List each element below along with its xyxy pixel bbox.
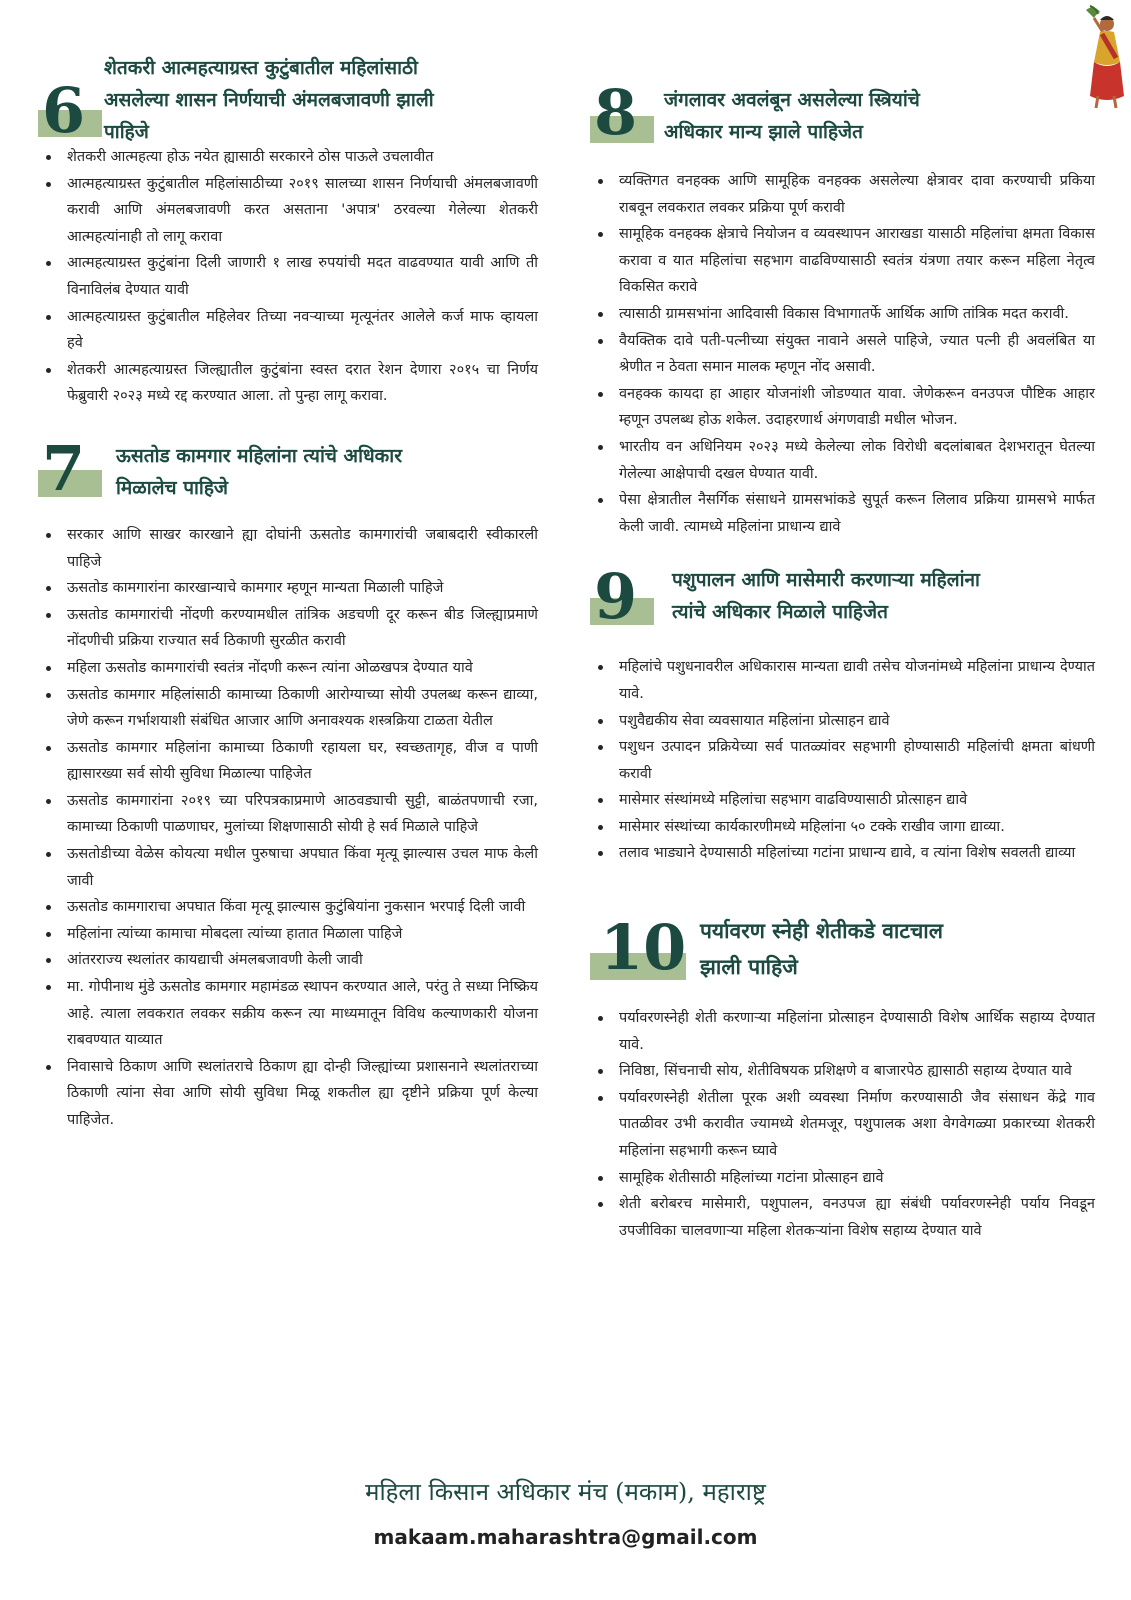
- list-item: महिलांना त्यांच्या कामाचा मोबदला त्यांच्या हातात मिळाला पाहिजे: [38, 921, 538, 948]
- section-10-list: [590, 1005, 1095, 1244]
- section-title: शेतकरी आत्महत्याग्रस्त कुटुंबातील महिलांसाठी असलेल्या शासन निर्णयाची अंमलबजावणी झाली पाहिजे: [104, 57, 434, 143]
- left-column: [38, 52, 538, 1134]
- organization-name: महिला किसान अधिकार मंच (मकाम), महाराष्ट्र: [365, 1478, 766, 1506]
- list-item: तलाव भाड्याने देण्यासाठी महिलांच्या गटांना प्राधान्य द्यावे, व त्यांना विशेष सवलती द्याव्या: [590, 840, 1095, 867]
- list-item: पर्यावरणस्नेही शेती करणाऱ्या महिलांना प्रोत्साहन देण्यासाठी विशेष आर्थिक सहाय्य देण्यात यावे.: [590, 1005, 1095, 1058]
- list-item: ऊसतोड कामगारांना २०१९ च्या परिपत्रकाप्रमाणे आठवड्याची सुट्टी, बाळंतपणाची रजा, कामाच्या ठिकाणी पाळणाघर, मुलांच्या शिक्षणासाठी सोयी हे सर्व मिळाले पाहिजे: [38, 788, 538, 841]
- list-item: शेती बरोबरच मासेमारी, पशुपालन, वनउपज ह्या संबंधी पर्यावरणस्नेही पर्याय निवडून उपजीविका चालवणाऱ्या महिला शेतकऱ्यांना विशेष सहाय्य देण्यात यावे: [590, 1191, 1095, 1244]
- list-item: महिलांचे पशुधनावरील अधिकारास मान्यता द्यावी तसेच योजनांमध्ये महिलांना प्राधान्य देण्यात यावे.: [590, 654, 1095, 707]
- section-number: 10: [600, 911, 687, 985]
- contact-email[interactable]: makaam.maharashtra@gmail.com: [373, 1525, 758, 1549]
- section-7: [38, 431, 538, 1134]
- list-item: सामूहिक शेतीसाठी महिलांच्या गटांना प्रोत्साहन द्यावे: [590, 1165, 1095, 1192]
- section-title: जंगलावर अवलंबून असलेल्या स्त्रियांचे अधिकार मान्य झाले पाहिजेत: [664, 89, 920, 143]
- list-item: वनहक्क कायदा हा आहार योजनांशी जोडण्यात यावा. जेणेकरून वनउपज पौष्टिक आहार म्हणून उपलब्ध होऊ शकेल. उदाहरणार्थ अंगणवाडी मधील भोजन.: [590, 381, 1095, 434]
- list-item: सरकार आणि साखर कारखाने ह्या दोघांनी ऊसतोड कामगारांची जबाबदारी स्वीकारली पाहिजे: [38, 522, 538, 575]
- list-item: पशुधन उत्पादन प्रक्रियेच्या सर्व पातळ्यांवर सहभागी होण्यासाठी महिलांची क्षमता बांधणी करावी: [590, 734, 1095, 787]
- section-7-header: [38, 431, 538, 522]
- section-number: 6: [42, 74, 86, 147]
- list-item: मासेमार संस्थांमध्ये महिलांचा सहभाग वाढविण्यासाठी प्रोत्साहन द्यावे: [590, 787, 1095, 814]
- section-number: 9: [594, 560, 638, 634]
- section-title: पर्यावरण स्नेही शेतीकडे वाटचाल झाली पाहिजे: [700, 918, 943, 980]
- section-9-header: [590, 560, 1095, 654]
- section-6-header: [38, 52, 538, 147]
- list-item: मा. गोपीनाथ मुंडे ऊसतोड कामगार महामंडळ स्थापन करण्यात आले, परंतु ते सध्या निष्क्रिय आहे. त्याला लवकरात लवकर सक्रीय करून त्या माध्यमातून विविध कल्याणकारी योजना राबवण्यात याव्यात: [38, 974, 538, 1054]
- section-10-header: [590, 909, 1095, 1005]
- section-9: [590, 560, 1095, 867]
- list-item: आत्महत्याग्रस्त कुटुंबातील महिलांसाठीच्या २०१९ सालच्या शासन निर्णयाची अंमलबजावणी करावी आणि अंमलबजावणी करत असताना 'अपात्र' ठरवल्या गेलेल्या शेतकरी आत्महत्यांनाही तो लागू करावा: [38, 171, 538, 251]
- list-item: ऊसतोड कामगारांना कारखान्याचे कामगार म्हणून मान्यता मिळाली पाहिजे: [38, 575, 538, 602]
- list-item: ऊसतोड कामगार महिलांना कामाच्या ठिकाणी रहायला घर, स्वच्छतागृह, वीज व पाणी ह्यासारख्या सर्व सोयी सुविधा मिळाल्या पाहिजेत: [38, 735, 538, 788]
- list-item: पेसा क्षेत्रातील नैसर्गिक संसाधने ग्रामसभांकडे सुपूर्त करून लिलाव प्रक्रिया ग्रामसभे मार्फत केली जावी. त्यामध्ये महिलांना प्राधान्य द्यावे: [590, 487, 1095, 540]
- list-item: महिला ऊसतोड कामगारांची स्वतंत्र नोंदणी करून त्यांना ओळखपत्र देण्यात यावे: [38, 655, 538, 682]
- list-item: भारतीय वन अधिनियम २०२३ मध्ये केलेल्या लोक विरोधी बदलांबाबत देशभरातून घेतल्या गेलेल्या आक्षेपाची दखल घेण्यात यावी.: [590, 434, 1095, 487]
- list-item: सामूहिक वनहक्क क्षेत्राचे नियोजन व व्यवस्थापन आराखडा यासाठी महिलांचा क्षमता विकास करावा व यात महिलांचा सहभाग वाढविण्यासाठी स्वतंत्र यंत्रणा तयार करून महिला नेतृत्व विकसित करावे: [590, 221, 1095, 301]
- list-item: ऊसतोडीच्या वेळेस कोयत्या मधील पुरुषाचा अपघात किंवा मृत्यू झाल्यास उचल माफ केली जावी: [38, 841, 538, 894]
- list-item: शेतकरी आत्महत्या होऊ नयेत ह्यासाठी सरकारने ठोस पाऊले उचलावीत: [38, 144, 538, 171]
- list-item: त्यासाठी ग्रामसभांना आदिवासी विकास विभागातर्फे आर्थिक आणि तांत्रिक मदत करावी.: [590, 301, 1095, 328]
- section-number: 7: [42, 431, 86, 505]
- list-item: मासेमार संस्थांच्या कार्यकारणीमध्ये महिलांना ५० टक्के राखीव जागा द्याव्या.: [590, 814, 1095, 841]
- section-6-list: [38, 144, 538, 410]
- list-item: निविष्ठा, सिंचनाची सोय, शेतीविषयक प्रशिक्षणे व बाजारपेठ ह्यासाठी सहाय्य देण्यात यावे: [590, 1058, 1095, 1085]
- list-item: ऊसतोड कामगारांची नोंदणी करण्यामधील तांत्रिक अडचणी दूर करून बीड जिल्ह्याप्रमाणे नोंदणीची प्रक्रिया राज्यात सर्व ठिकाणी सुरळीत करावी: [38, 602, 538, 655]
- list-item: आत्महत्याग्रस्त कुटुंबांना दिली जाणारी १ लाख रुपयांची मदत वाढवण्यात यावी आणि ती विनाविलंब देण्यात यावी: [38, 250, 538, 303]
- section-10: [590, 909, 1095, 1244]
- list-item: निवासाचे ठिकाण आणि स्थलांतराचे ठिकाण ह्या दोन्ही जिल्ह्यांच्या प्रशासनाने स्थलांतराच्या ठिकाणी त्यांना सेवा आणि सोयी सुविधा मिळू शकतील ह्या दृष्टीने प्रक्रिया पूर्ण केल्या पाहिजेत.: [38, 1054, 538, 1134]
- list-item: पशुवैद्यकीय सेवा व्यवसायात महिलांना प्रोत्साहन द्यावे: [590, 708, 1095, 735]
- list-item: ऊसतोड कामगाराचा अपघात किंवा मृत्यू झाल्यास कुटुंबियांना नुकसान भरपाई दिली जावी: [38, 894, 538, 921]
- section-9-list: [590, 654, 1095, 867]
- section-title: पशुपालन आणि मासेमारी करणाऱ्या महिलांना त्यांचे अधिकार मिळाले पाहिजेत: [672, 569, 980, 624]
- section-8: [590, 78, 1095, 540]
- section-number: 8: [594, 76, 638, 149]
- list-item: शेतकरी आत्महत्याग्रस्त जिल्ह्यातील कुटुंबांना स्वस्त दरात रेशन देणारा २०१५ चा निर्णय फेब्रुवारी २०२३ मध्ये रद्द करण्यात आला. तो पुन्हा लागू करावा.: [38, 357, 538, 410]
- section-6: [38, 52, 538, 410]
- right-column: [590, 78, 1095, 1244]
- list-item: ऊसतोड कामगार महिलांसाठी कामाच्या ठिकाणी आरोग्याच्या सोयी उपलब्ध करून द्याव्या, जेणे करून गर्भाशयाशी संबंधित आजार आणि अनावश्यक शस्त्रक्रिया टाळता येतील: [38, 682, 538, 735]
- list-item: वैयक्तिक दावे पती-पत्नीच्या संयुक्त नावाने असले पाहिजे, ज्यात पत्नी ही अवलंबित या श्रेणीत न ठेवता समान मालक म्हणून नोंद असावी.: [590, 328, 1095, 381]
- list-item: आंतरराज्य स्थलांतर कायद्याची अंमलबजावणी केली जावी: [38, 947, 538, 974]
- list-item: पर्यावरणस्नेही शेतीला पूरक अशी व्यवस्था निर्माण करण्यासाठी जैव संसाधन केंद्रे गाव पातळीवर उभी करावीत ज्यामध्ये शेतमजूर, पशुपालक अशा वेगवेगळ्या प्रकारच्या शेतकरी महिलांना सहभागी करून घ्यावे: [590, 1085, 1095, 1165]
- section-7-list: [38, 522, 538, 1134]
- section-8-header: [590, 78, 1095, 168]
- list-item: आत्महत्याग्रस्त कुटुंबातील महिलेवर तिच्या नवऱ्याच्या मृत्यूनंतर आलेले कर्ज माफ व्हायला हवे: [38, 304, 538, 357]
- section-8-list: [590, 168, 1095, 540]
- section-title: ऊसतोड कामगार महिलांना त्यांचे अधिकार मिळालेच पाहिजे: [116, 444, 402, 499]
- list-item: व्यक्तिगत वनहक्क आणि सामूहिक वनहक्क असलेल्या क्षेत्रावर दावा करण्याची प्रकिया राबवून लवकरात लवकर प्रक्रिया पूर्ण करावी: [590, 168, 1095, 221]
